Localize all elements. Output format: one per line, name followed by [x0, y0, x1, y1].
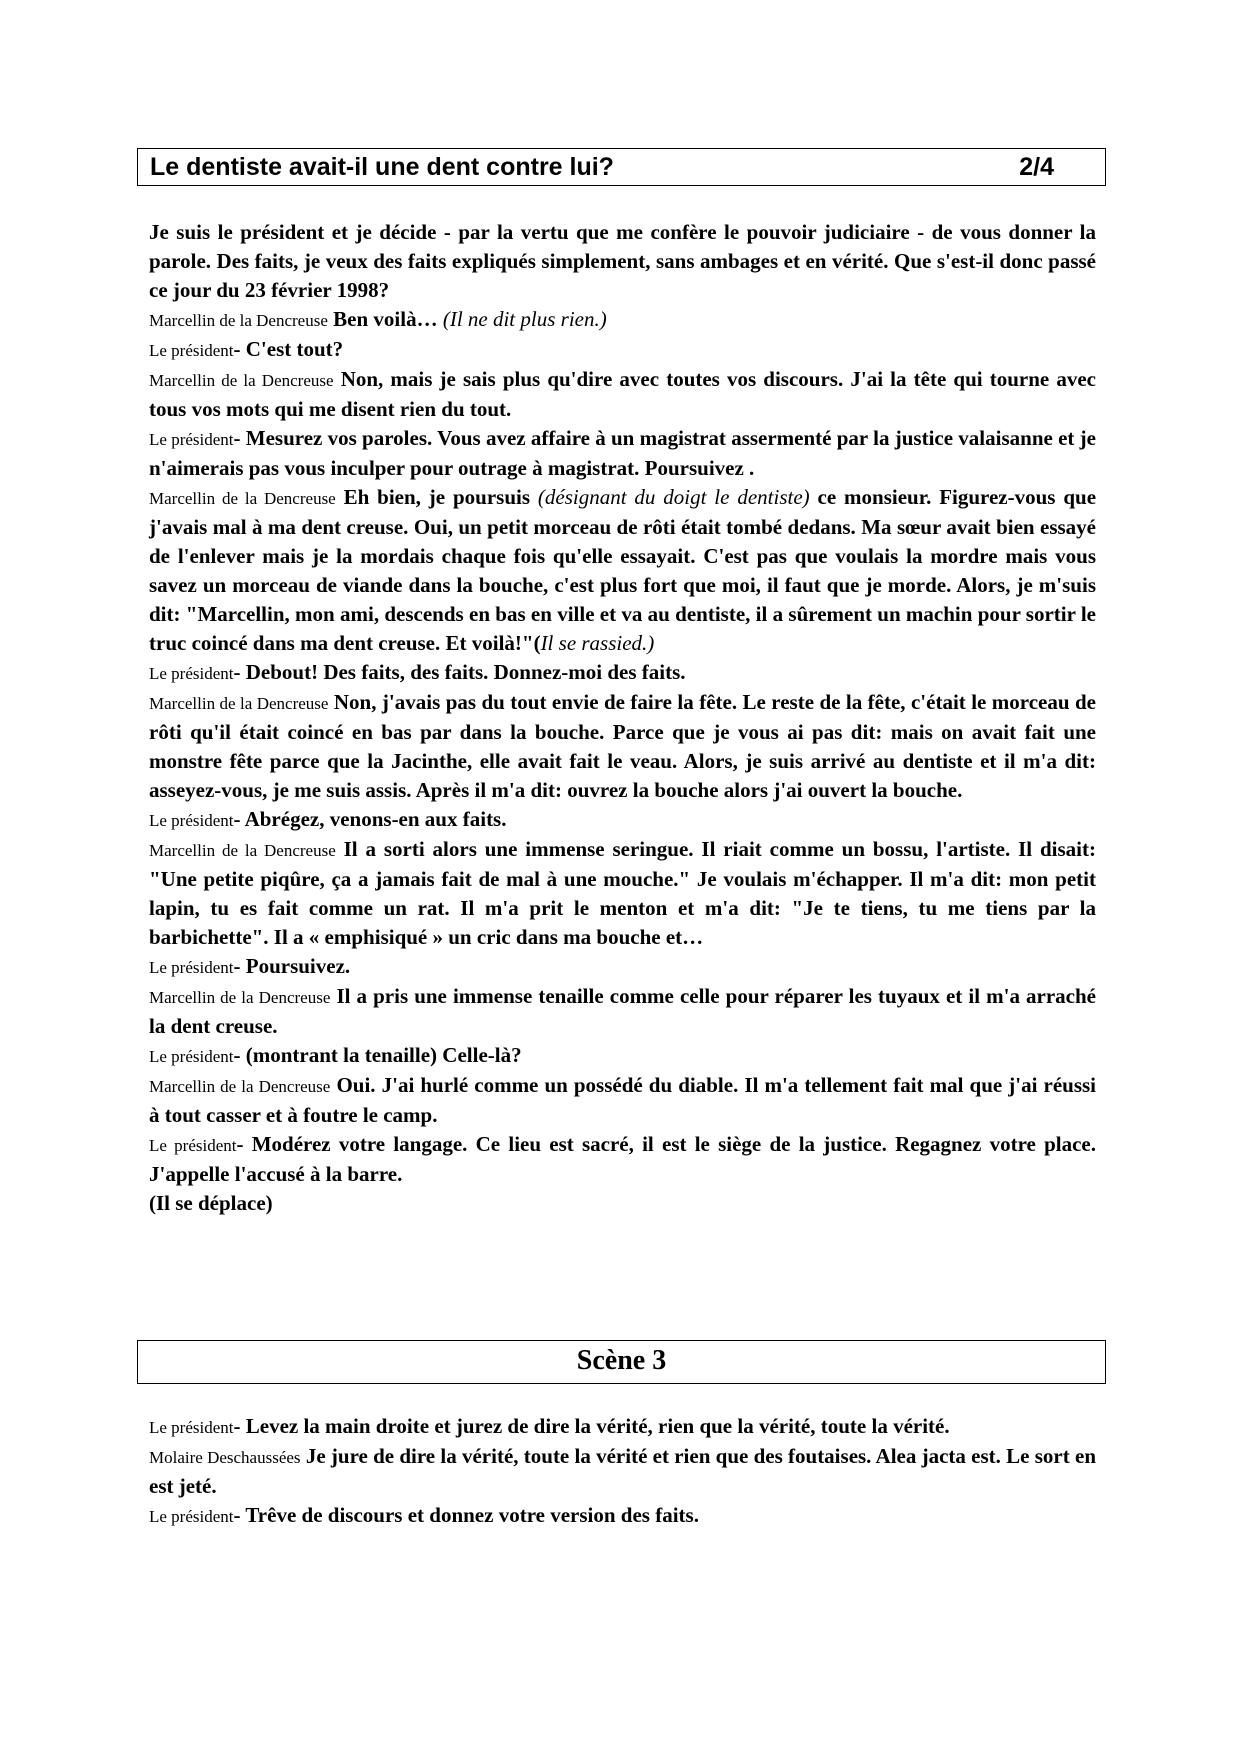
dialogue-line: Le président- (montrant la tenaille) Celle-là? [149, 1043, 522, 1067]
dialogue-line: Marcellin de la Dencreuse Non, j'avais pas du tout envie de faire la fête. Le reste de la fête, c'était le morceau de rôti qu'il était coincé en bas par dans la bouche. Parce que je vous ai pas dit: mais on avait fait une monstre fête parce que la Jacinthe, elle avait fait le veau. Alors, je suis arrivé au dentiste et il m'a dit: asseyez-vous, je me suis assis. Après il m'a dit: ouvrez la bouche alors j'ai ouvert la bouche. [149, 690, 1096, 802]
dialogue-line: Molaire Deschaussées Je jure de dire la vérité, toute la vérité et rien que des foutaises. Alea jacta est. Le sort en est jeté. [149, 1444, 1097, 1498]
speaker-name: Marcellin de la Dencreuse [149, 311, 328, 330]
speaker-name: Le président [149, 958, 234, 977]
dialogue-line: Le président- Poursuivez. [149, 954, 351, 978]
speaker-name: Le président [149, 1136, 237, 1155]
dialogue-line: Le président- Modérez votre langage. Ce lieu est sacré, il est le siège de la justice. Regagnez votre place. J'appelle l'accusé à la barre. [149, 1132, 1096, 1186]
dialogue-line: Marcellin de la Dencreuse Oui. J'ai hurlé comme un possédé du diable. Il m'a tellement fait mal que j'ai réussi à tout casser et à foutre le camp. [149, 1073, 1097, 1127]
speaker-name: Le président [149, 341, 234, 360]
scene-3-dialogue [149, 1412, 1096, 1531]
speaker-name: Marcellin de la Dencreuse [149, 988, 331, 1007]
speaker-name: Marcellin de la Dencreuse [149, 694, 329, 713]
dialogue-line: Marcellin de la Dencreuse Il a pris une immense tenaille comme celle pour réparer les tuyaux et il m'a arraché la dent creuse. [149, 984, 1096, 1038]
speaker-name: Le président [149, 811, 234, 830]
dialogue-line: Le président- C'est tout? [149, 337, 344, 361]
dialogue-line: Marcellin de la Dencreuse Ben voilà… (Il ne dit plus rien.) [149, 307, 607, 331]
speaker-name: Marcellin de la Dencreuse [149, 489, 336, 508]
speaker-name: Le président [149, 664, 234, 683]
speaker-name: Marcellin de la Dencreuse [149, 1077, 331, 1096]
document-title: Le dentiste avait-il une dent contre lui? [150, 153, 614, 181]
dialogue-line: Marcellin de la Dencreuse Il a sorti alors une immense seringue. Il riait comme un bossu, l'artiste. Il disait: "Une petite piqûre, ça a jamais fait de mal à une mouche." Je voulais m'échapper. Il m'a dit: mon petit lapin, tu es fait comme un rat. Il m'a prit le menton et m'a dit: "Je te tiens, tu me tiens par la barbichette". Il a « emphisiqué » un cric dans ma bouche et… [149, 837, 1097, 949]
speaker-name: Molaire Deschaussées [149, 1448, 301, 1467]
scene-2-dialogue [149, 218, 1096, 1218]
speaker-name: Le président [149, 1418, 234, 1437]
dialogue-line: Le président- Abrégez, venons-en aux faits. [149, 807, 507, 831]
stage-direction: (Il ne dit plus rien.) [442, 307, 607, 331]
dialogue-line: Le président- Debout! Des faits, des faits. Donnez-moi des faits. [149, 660, 686, 684]
speaker-name: Le président [149, 1047, 234, 1066]
dialogue-line: Marcellin de la Dencreuse Eh bien, je poursuis (désignant du doigt le dentiste) ce monsieur. Figurez-vous que j'avais mal à ma dent creuse. Oui, un petit morceau de rôti était tombé dedans. Ma sœur avait bien essayé de l'enlever mais je la mordais chaque fois qu'elle essayait. C'est pas que voulais la mordre mais vous savez un morceau de viande dans la bouche, c'est plus fort que moi, il faut que je morde. Alors, je m'suis dit: "Marcellin, mon ami, descends en bas en ville et va au dentiste, il a sûrement un machin pour sortir le truc coincé dans ma dent creuse. Et voilà!"(Il se rassied.) [149, 485, 1097, 655]
stage-direction: (désignant du doigt le dentiste) [537, 485, 810, 509]
speaker-name: Le président [149, 1507, 234, 1526]
speaker-name: Le président [149, 430, 234, 449]
dialogue-line: Le président- Mesurez vos paroles. Vous avez affaire à un magistrat assermenté par la justice valaisanne et je n'aimerais pas vous inculper pour outrage à magistrat. Poursuivez . [149, 426, 1096, 480]
dialogue-line: Le président- Trêve de discours et donnez votre version des faits. [149, 1503, 699, 1527]
speaker-name: Marcellin de la Dencreuse [149, 841, 336, 860]
page-number: 2/4 [1019, 153, 1054, 181]
header-box [137, 148, 1106, 186]
stage-direction-line: (Il se déplace) [149, 1191, 273, 1215]
dialogue-line: Je suis le président et je décide - par la vertu que me confère le pouvoir judiciaire - de vous donner la parole. Des faits, je veux des faits expliqués simplement, sans ambages et en vérité. Que s'est-il donc passé ce jour du 23 février 1998? [149, 220, 1096, 302]
speaker-name: Marcellin de la Dencreuse [149, 371, 334, 390]
dialogue-line: Marcellin de la Dencreuse Non, mais je sais plus qu'dire avec toutes vos discours. J'ai la tête qui tourne avec tous vos mots qui me disent rien du tout. [149, 367, 1096, 421]
stage-direction: Il se rassied.) [540, 631, 655, 655]
scene-heading: Scène 3 [137, 1340, 1106, 1384]
dialogue-line: Le président- Levez la main droite et jurez de dire la vérité, rien que la vérité, toute la vérité. [149, 1414, 950, 1438]
